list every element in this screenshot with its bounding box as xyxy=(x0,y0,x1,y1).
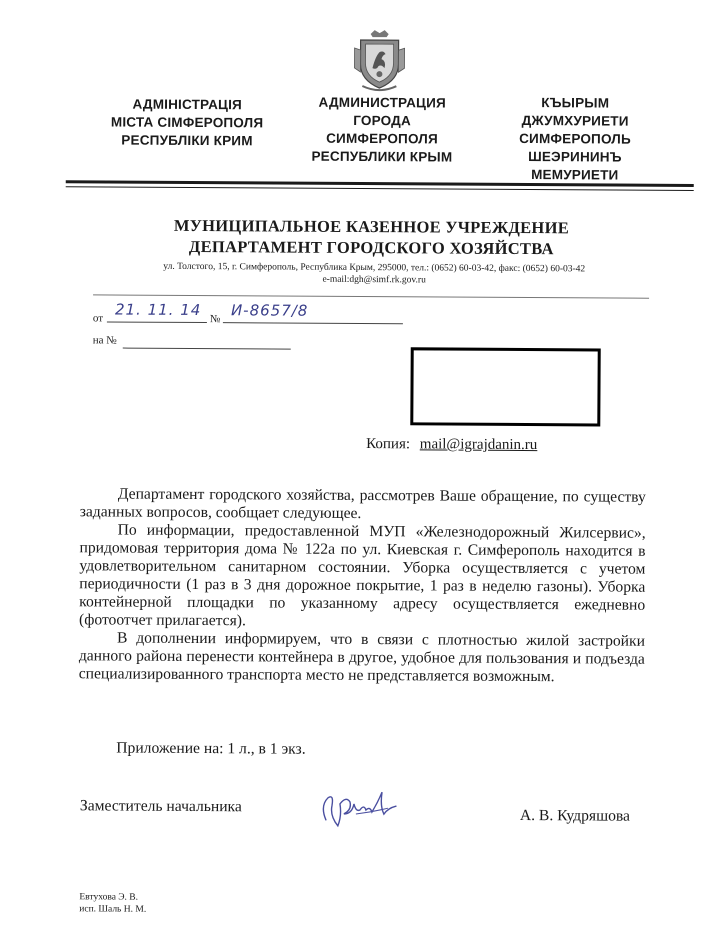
number-underline xyxy=(223,322,403,324)
header-crh-line: СИМФЕРОПОЛЬ xyxy=(519,130,631,147)
institution-line-1: МУНИЦИПАЛЬНОЕ КАЗЕННОЕ УЧРЕЖДЕНИЕ xyxy=(173,215,570,238)
header-crimean-tatar xyxy=(490,94,661,185)
reference-label: на № xyxy=(92,334,117,347)
header-rus-line: РЕСПУБЛИКИ КРЫМ xyxy=(311,148,453,165)
handwritten-date: 21. 11. 14 xyxy=(114,300,202,320)
body-paragraph-1: Департамент городского хозяйства, рассмотрев Ваше обращение, по существу заданных вопросов, сообщает следующее. xyxy=(79,485,646,523)
header-crh-line: МЕМУРИЕТИ xyxy=(531,167,619,183)
copy-email-link[interactable]: mail@igrajdanin.ru xyxy=(419,436,538,454)
number-label: № xyxy=(209,313,221,326)
attachment-note: Приложение на: 1 л., в 1 экз. xyxy=(116,739,306,758)
copy-line xyxy=(366,436,537,454)
header-ukr-line: МІСТА СІМФЕРОПОЛЯ xyxy=(110,114,264,131)
body-paragraph-3: В дополнении информируем, что в связи с плотностью жилой застройки данного района перенести контейнера в другое, удобное для пользования и подъезда специализированного транспорта место не представляется возможным. xyxy=(78,629,646,686)
header-rus-line: ГОРОДА xyxy=(353,112,412,129)
letter-body xyxy=(79,485,646,686)
address-line: ул. Толстого, 15, г. Симферополь, Республика Крым, 295000, тел.: (0652) 60-03-42, факс: (0652) 60-03-42 xyxy=(163,261,586,275)
date-underline xyxy=(107,321,207,323)
executors-block xyxy=(79,891,146,915)
institution-title xyxy=(111,214,631,259)
header-rus-line: СИМФЕРОПОЛЯ xyxy=(326,130,438,147)
executor-line-1: Евтухова Э. В. xyxy=(79,892,139,903)
header-divider-thin xyxy=(66,186,694,191)
header-ukr-line: РЕСПУБЛІКИ КРИМ xyxy=(121,132,253,149)
email-line: e-mail:dgh@simf.rk.gov.ru xyxy=(322,274,426,286)
body-paragraph-2: По информации, предоставленной МУП «Железнодорожный Жилсервис», придомовая территория дома № 122а по ул. Киевская г. Симферополь находится в удовлетворительном санитарном состоянии. Уборка осуществляется с учетом периодичности (1 раз в 3 дня дорожное покрытие, 1 раз в неделю газоны). Уборка контейнерной площадки по указанному адресу осуществляется ежедневно (фотоотчет прилагается). xyxy=(79,521,646,630)
signature-name: А. В. Кудряшова xyxy=(519,806,631,825)
reference-field xyxy=(93,334,303,351)
reference-underline xyxy=(123,348,291,350)
executor-line-2: исп. Шаль Н. М. xyxy=(79,904,147,915)
header-ukr-line: АДМІНІСТРАЦІЯ xyxy=(132,96,243,113)
copy-label: Копия: xyxy=(366,436,411,453)
date-field xyxy=(92,300,423,330)
handwritten-number: И-8657/8 xyxy=(230,301,309,320)
header-crh-line: ДЖУМХУРИЕТИ xyxy=(521,112,629,129)
signature-position: Заместитель начальника xyxy=(79,797,242,816)
coat-of-arms-emblem xyxy=(348,28,410,92)
header-crh-line: ШЕЭРИНИНЪ xyxy=(528,149,622,165)
header-rus-line: АДМИНИСТРАЦИЯ xyxy=(318,94,446,111)
header-russian xyxy=(292,94,472,167)
from-label: от xyxy=(92,312,104,325)
institution-line-2: ДЕПАРТАМЕНТ ГОРОДСКОГО ХОЗЯЙСТВА xyxy=(188,236,554,259)
handwritten-signature xyxy=(316,786,406,833)
header-crh-line: КЪЫРЫМ xyxy=(541,95,610,111)
address-divider xyxy=(93,294,649,298)
institution-address xyxy=(109,260,639,287)
redacted-recipient-box xyxy=(410,347,600,426)
header-ukrainian xyxy=(102,95,272,150)
